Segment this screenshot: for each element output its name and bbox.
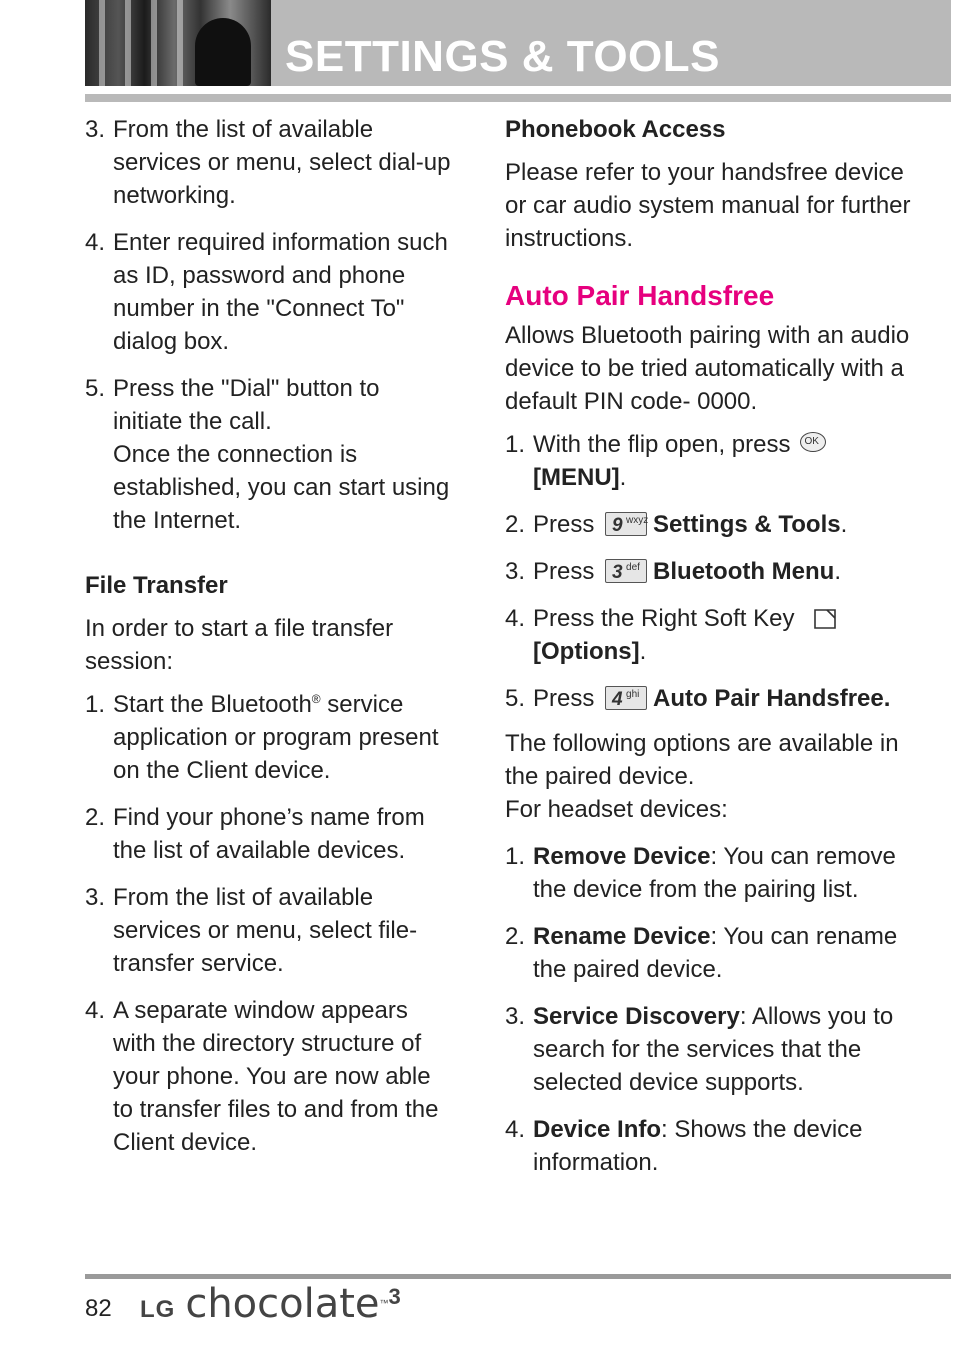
list-item: 2. Rename Device: You can rename the paired device. xyxy=(505,923,898,983)
list-item: 2. Find your phone’s name from the list of available devices. xyxy=(85,804,425,864)
auto-pair-intro: Allows Bluetooth pairing with an audio device to be tried automatically with a default PIN code- 0000. xyxy=(505,322,910,415)
options-subheading: For headset devices: xyxy=(505,796,728,823)
key-3-icon: 3 def xyxy=(605,559,647,583)
phonebook-text: Please refer to your handsfree device or car audio system manual for further instructions. xyxy=(505,159,911,252)
left-column xyxy=(85,113,455,1173)
list-item: 4. Press the Right Soft Key [Options]. xyxy=(505,602,925,668)
list-item: 4. Device Info: Shows the device information. xyxy=(505,1116,863,1176)
list-item: 2. Press 9 wxyz Settings & Tools. xyxy=(505,511,848,538)
list-item: 3. From the list of available services or menu, select file-transfer service. xyxy=(85,884,418,977)
key-4-icon: 4 ghi xyxy=(605,686,647,710)
chocolate-logo-text: chocolate xyxy=(185,1281,380,1327)
file-transfer-intro: In order to start a file transfer session: xyxy=(85,615,394,675)
model-number: 3 xyxy=(388,1284,401,1309)
auto-pair-steps xyxy=(505,428,925,715)
list-item: 3. From the list of available services or menu, select dial-up networking. xyxy=(85,116,451,209)
page-number: 82 xyxy=(85,1295,112,1322)
key-9-icon: 9 wxyz xyxy=(605,512,647,536)
headset-options xyxy=(505,840,925,1179)
right-column xyxy=(505,113,925,1193)
list-item: 1. Remove Device: You can remove the device from the pairing list. xyxy=(505,843,896,903)
list-item: 1. With the flip open, press OK [MENU]. xyxy=(505,428,925,494)
dialup-steps xyxy=(85,113,455,537)
list-item: 4. A separate window appears with the directory structure of your phone. You are now able to transfer files to and from the Client device. xyxy=(85,997,439,1156)
list-item: 3. Press 3 def Bluetooth Menu. xyxy=(505,558,842,585)
phonebook-heading: Phonebook Access xyxy=(505,116,726,143)
list-item: 3. Service Discovery: Allows you to search for the services that the selected device supports. xyxy=(505,1003,894,1096)
section-title: SETTINGS & TOOLS xyxy=(285,32,721,81)
lg-logo-text: LG xyxy=(140,1296,176,1323)
footer-divider xyxy=(85,1274,951,1279)
trademark-mark: ™ xyxy=(379,1298,389,1308)
header-photo xyxy=(85,0,271,86)
brand-logo xyxy=(140,1281,401,1327)
list-item: 4. Enter required information such as ID, password and phone number in the "Connect To" dialog box. xyxy=(85,229,448,355)
list-item: 5. Press the "Dial" button to initiate the call. Once the connection is established, you can start using the Internet. xyxy=(85,375,450,534)
page-header xyxy=(85,0,951,86)
right-soft-key-icon xyxy=(813,606,837,630)
list-item: 1. Start the Bluetooth® service application or program present on the Client device. xyxy=(85,691,439,784)
options-intro: The following options are available in the paired device. xyxy=(505,730,899,790)
ok-key-icon: OK xyxy=(800,432,826,452)
file-transfer-heading: File Transfer xyxy=(85,572,228,599)
list-item: 5. Press 4 ghi Auto Pair Handsfree. xyxy=(505,685,891,712)
header-divider xyxy=(85,94,951,102)
auto-pair-heading: Auto Pair Handsfree xyxy=(505,280,775,311)
file-transfer-steps xyxy=(85,688,455,1159)
